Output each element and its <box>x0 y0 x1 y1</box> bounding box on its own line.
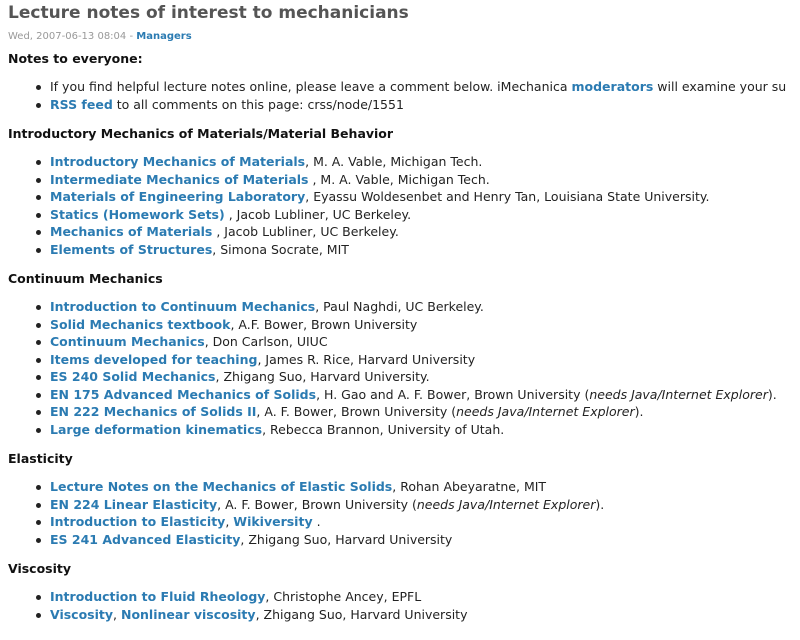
list-item <box>8 241 800 259</box>
lecture-link[interactable]: Nonlinear viscosity <box>120 606 256 622</box>
list-item <box>8 153 800 171</box>
item-text: , A. F. Bower, Brown University ( <box>256 404 457 419</box>
lecture-link[interactable]: Introductory Mechanics of Materials <box>50 154 306 169</box>
item-text: , Rebecca Brannon, University of Utah. <box>262 421 505 437</box>
item-text: , Paul Naghdi, UC Berkeley. <box>315 299 484 314</box>
rss-feed-link[interactable]: RSS feed <box>50 96 113 112</box>
list-item <box>8 368 800 386</box>
list-item <box>8 333 800 351</box>
item-text: , A. F. Bower, Brown University ( <box>217 496 417 512</box>
lecture-link[interactable]: EN 222 Mechanics of Solids II <box>50 404 257 419</box>
lecture-link[interactable]: EN 175 Advanced Mechanics of Solids <box>50 386 317 402</box>
list-item <box>8 588 800 606</box>
section-list <box>8 478 800 548</box>
list-item <box>8 513 800 531</box>
item-text: , <box>113 606 121 622</box>
lecture-link[interactable]: Wikiversity <box>233 514 313 529</box>
page-title: Lecture notes of interest to mechanicians <box>8 3 409 23</box>
lecture-link[interactable]: Continuum Mechanics <box>50 334 205 349</box>
lecture-link[interactable]: Lecture Notes on the Mechanics of Elastic Solids <box>50 479 393 494</box>
lecture-link[interactable]: Intermediate Mechanics of Materials <box>50 171 309 187</box>
list-item <box>8 351 800 369</box>
lecture-link[interactable]: ES 240 Solid Mechanics <box>50 369 216 384</box>
list-item <box>8 421 800 439</box>
item-text: , Eyassu Woldesenbet and Henry Tan, Louisiana State University. <box>305 189 710 204</box>
item-text: , Simona Socrate, MIT <box>212 241 349 257</box>
item-text: , A.F. Bower, Brown University <box>230 316 418 332</box>
author-link[interactable]: Managers <box>136 31 192 42</box>
sections <box>8 113 800 623</box>
list-item <box>8 206 800 224</box>
section-heading: Viscosity <box>8 561 72 576</box>
section-heading: Introductory Mechanics of Materials/Material Behavior <box>8 126 394 141</box>
list-item <box>8 171 800 189</box>
section-list <box>8 153 800 258</box>
list-item <box>8 223 800 241</box>
notes-list <box>8 78 800 113</box>
item-text: ). <box>767 386 777 402</box>
item-text: , Zhigang Suo, Harvard University <box>240 531 453 547</box>
list-item <box>8 531 800 549</box>
item-text: , M. A. Vable, Michigan Tech. <box>308 171 490 187</box>
section-list <box>8 298 800 438</box>
item-text: , H. Gao and A. F. Bower, Brown University ( <box>316 386 590 402</box>
item-text: , M. A. Vable, Michigan Tech. <box>305 154 483 169</box>
lecture-link[interactable]: Solid Mechanics textbook <box>50 316 231 332</box>
lecture-link[interactable]: ES 241 Advanced Elasticity <box>50 531 241 547</box>
list-item: If you find helpful lecture notes online, please leave a comment below. iMechanica moderators will examine your su <box>8 78 800 96</box>
list-item: RSS feed to all comments on this page: crss/node/1551 <box>8 96 800 114</box>
item-text: , Rohan Abeyaratne, MIT <box>392 479 547 494</box>
content <box>8 50 800 623</box>
item-text: , Zhigang Suo, Harvard University <box>255 606 468 622</box>
list-item <box>8 386 800 404</box>
item-text: , <box>225 514 234 529</box>
item-text: . <box>312 514 321 529</box>
item-text: , James R. Rice, Harvard University <box>257 351 476 367</box>
section-list <box>8 588 800 623</box>
list-item <box>8 478 800 496</box>
item-text: , Jacob Lubliner, UC Berkeley. <box>212 224 399 239</box>
notes-heading: Notes to everyone: <box>8 51 143 66</box>
section-heading: Continuum Mechanics <box>8 271 163 286</box>
list-item <box>8 496 800 514</box>
list-item <box>8 316 800 334</box>
post-meta <box>8 31 192 42</box>
list-item <box>8 298 800 316</box>
item-text: ). <box>634 404 644 419</box>
lecture-link[interactable]: Elements of Structures <box>50 241 213 257</box>
lecture-link[interactable]: Items developed for teaching <box>50 351 258 367</box>
lecture-link[interactable]: Large deformation kinematics <box>50 421 263 437</box>
moderators-link[interactable]: moderators <box>571 79 654 94</box>
lecture-link[interactable]: Introduction to Fluid Rheology <box>50 589 266 604</box>
item-text: , Zhigang Suo, Harvard University. <box>215 369 430 384</box>
item-note: needs Java/Internet Explorer <box>416 496 596 512</box>
lecture-link[interactable]: Mechanics of Materials <box>50 224 213 239</box>
item-text: , Christophe Ancey, EPFL <box>265 589 422 604</box>
lecture-link[interactable]: Introduction to Elasticity <box>50 514 226 529</box>
item-text: ). <box>595 496 605 512</box>
item-note: needs Java/Internet Explorer <box>456 404 635 419</box>
lecture-link[interactable]: Materials of Engineering Laboratory <box>50 189 306 204</box>
item-note: needs Java/Internet Explorer <box>589 386 768 402</box>
section-heading: Elasticity <box>8 451 73 466</box>
lecture-link[interactable]: Statics (Homework Sets) <box>50 206 225 222</box>
item-text: , Jacob Lubliner, UC Berkeley. <box>224 206 412 222</box>
lecture-link[interactable]: Introduction to Continuum Mechanics <box>50 299 316 314</box>
list-item <box>8 403 800 421</box>
lecture-link[interactable]: EN 224 Linear Elasticity <box>50 496 218 512</box>
post-date: Wed, 2007-06-13 08:04 - <box>8 31 137 42</box>
list-item <box>8 606 800 624</box>
lecture-link[interactable]: Viscosity <box>50 606 114 622</box>
item-text: , Don Carlson, UIUC <box>204 334 328 349</box>
list-item <box>8 188 800 206</box>
